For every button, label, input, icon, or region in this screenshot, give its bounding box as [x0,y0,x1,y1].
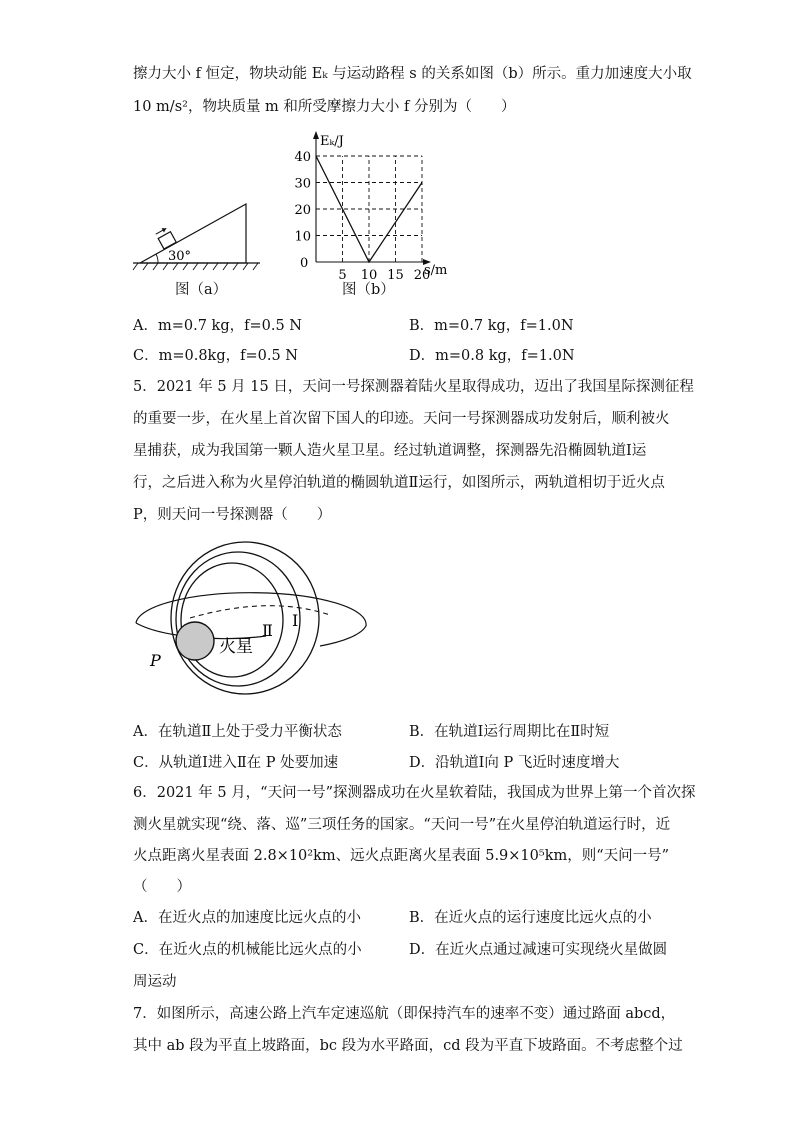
x-tick-label-5: 5 [338,268,347,280]
q4-option-c[interactable]: C．m=0.8kg，f=0.5 N [133,348,298,364]
orbit-2-label: Ⅱ [262,621,273,640]
x-tick-label-20: 20 [413,268,431,280]
x-tick-label-10: 10 [360,268,378,280]
q6-option-c[interactable]: C．在近火点的机械能比远火点的小 [133,942,362,958]
q5-option-a[interactable]: A．在轨道Ⅱ上处于受力平衡状态 [133,724,342,740]
q6-option-d-continued: 周运动 [133,974,177,990]
angle-label: 30° [168,249,192,264]
q5-option-c[interactable]: C．从轨道Ⅰ进入Ⅱ在 P 处要加速 [133,755,339,771]
orbit-figure [130,535,370,705]
mars-label: 火星 [219,637,253,657]
q4-text-line-2: 10 m/s²，物块质量 m 和所受摩擦力大小 f 分别为（ ） [133,99,516,115]
q6-option-a[interactable]: A．在近火点的加速度比远火点的小 [133,910,361,926]
q4-option-a[interactable]: A．m=0.7 kg，f=0.5 N [133,318,302,334]
q6-text-line-1: 6．2021 年 5 月，“天问一号”探测器成功在火星软着陆，我国成为世界上第一个首次探 [133,785,696,801]
q4-text-line-1: 擦力大小 f 恒定，物块动能 Eₖ 与运动路程 s 的关系如图（b）所示。重力加速度大小取 [133,66,692,82]
y-tick-label-10: 10 [294,229,311,245]
y-tick-label-30: 30 [294,176,311,192]
q6-option-d[interactable]: D．在近火点通过减速可实现绕火星做圆 [409,942,668,958]
q6-option-b[interactable]: B．在近火点的运行速度比远火点的小 [409,910,652,926]
q7-text-line-1: 7．如图所示，高速公路上汽车定速巡航（即保持汽车的速率不变）通过路面 abcd， [133,1006,676,1022]
equator-ellipse-back [190,606,330,618]
q7-text-line-2: 其中 ab 段为平直上坡路面，bc 段为水平路面，cd 段为平直下坡路面。不考虑整个过 [133,1038,683,1054]
y-axis-label: Eₖ/J [320,134,344,149]
q6-text-line-3: 火点距离火星表面 2.8×10²km、远火点距离火星表面 5.9×10⁵km，则“天问一号” [133,848,670,864]
figure-b-caption: 图（b） [342,282,395,298]
mars-planet [176,622,214,660]
q6-text-line-2: 测火星就实现“绕、落、巡”三项任务的国家。“天问一号”在火星停泊轨道运行时，近 [133,817,671,833]
q5-text-line-3: 星捕获，成为我国第一颗人造火星卫星。经过轨道调整，探测器先沿椭圆轨道Ⅰ运 [133,443,647,459]
q5-text-line-5: P，则天问一号探测器（ ） [133,507,332,523]
ek-s-chart [290,128,460,280]
q4-option-b[interactable]: B．m=0.7 kg，f=1.0N [409,318,574,334]
y-tick-label-40: 40 [294,150,311,165]
q5-text-line-2: 的重要一步，在火星上首次留下国人的印迹。天问一号探测器成功发射后，顺利被火 [133,411,670,427]
q4-option-d[interactable]: D．m=0.8 kg，f=1.0N [409,348,575,364]
q5-option-d[interactable]: D．沿轨道Ⅰ向 P 飞近时速度增大 [409,755,620,771]
point-p-label: P [150,651,161,670]
orbit-1-label: Ⅰ [292,611,299,630]
x-axis-label: s/m [424,263,448,278]
origin-label: 0 [300,256,309,271]
q6-text-line-4: （ ） [133,879,191,895]
q5-text-line-4: 行，之后进入称为火星停泊轨道的椭圆轨道Ⅱ运行，如图所示，两轨道相切于近火点 [133,475,665,491]
orbit-1 [176,552,300,686]
y-tick-label-20: 20 [294,203,311,218]
x-tick-label-15: 15 [387,268,404,280]
figure-a-caption: 图（a） [175,282,228,298]
q5-option-b[interactable]: B．在轨道Ⅰ运行周期比在Ⅱ时短 [409,724,610,740]
chart-grid [316,156,422,262]
q5-text-line-1: 5．2021 年 5 月 15 日，天问一号探测器着陆火星取得成功，迈出了我国星际探测征程 [133,379,694,395]
